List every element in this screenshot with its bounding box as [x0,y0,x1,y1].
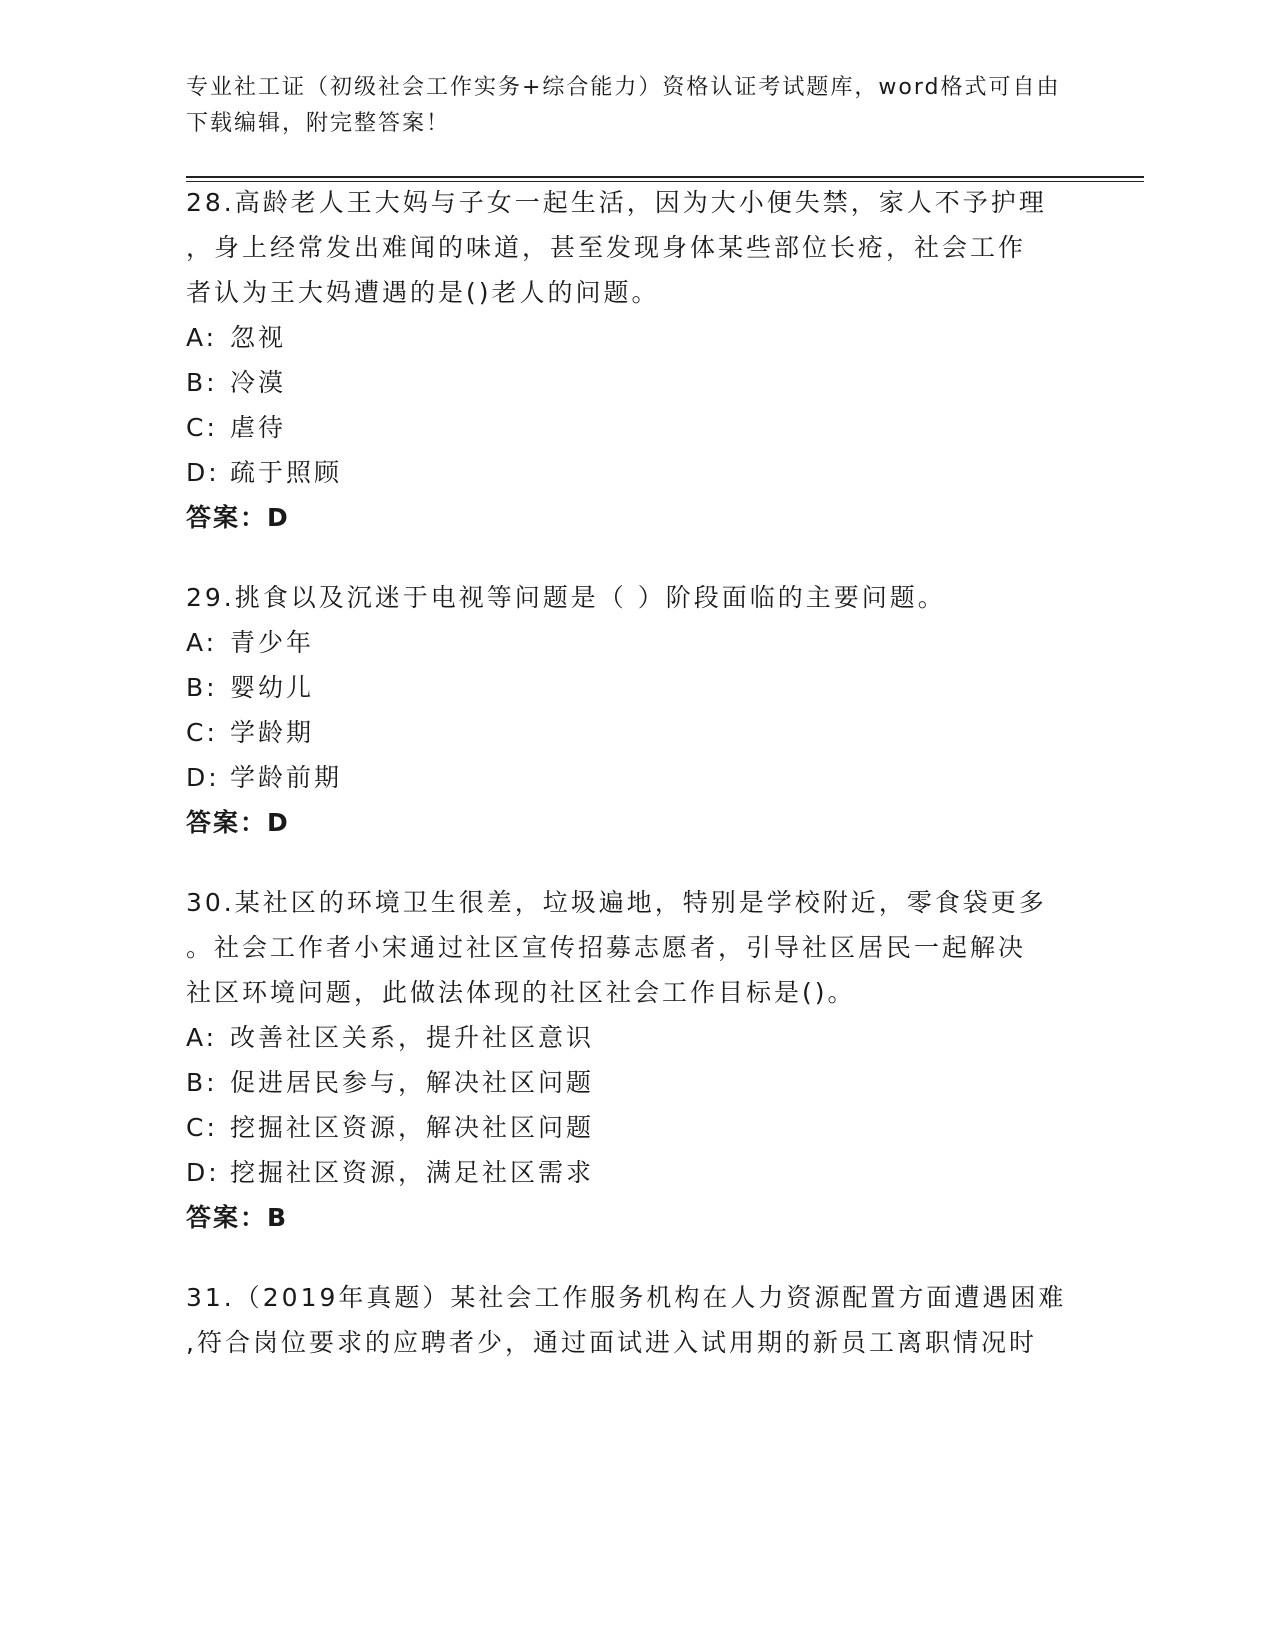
option-text: 疏于照顾 [230,458,343,487]
answer-label: 答案：D [186,503,290,532]
header-divider-thick [186,176,1144,178]
question-stem-line: 29.挑食以及沉迷于电视等问题是（ ）阶段面临的主要问题。 [186,583,946,612]
answer-label: 答案：B [186,1203,289,1232]
question-stem-line: 31.（2019年真题）某社会工作服务机构在人力资源配置方面遭遇困难 [186,1283,1067,1312]
option-letter: B: [186,1068,218,1097]
option-letter: C: [186,718,218,747]
option-a [186,1015,1086,1060]
option-c [186,405,1086,450]
option-c [186,710,1086,755]
header-line-2: 下载编辑，附完整答案！ [186,111,451,136]
option-text: 促进居民参与，解决社区问题 [230,1068,595,1097]
question-stem-line: 社区环境问题，此做法体现的社区社会工作目标是()。 [186,978,856,1007]
option-letter: B: [186,368,218,397]
option-text: 冷漠 [230,368,287,397]
option-d [186,1150,1086,1195]
question-stem-line: 28.高龄老人王大妈与子女一起生活，因为大小便失禁，家人不予护理 [186,188,1047,217]
option-a [186,620,1086,665]
question-30 [186,880,1086,1240]
option-text: 忽视 [230,323,287,352]
option-letter: C: [186,1113,218,1142]
option-b [186,360,1086,405]
option-text: 改善社区关系，提升社区意识 [230,1023,595,1052]
option-text: 青少年 [230,628,315,657]
option-letter: A: [186,1023,218,1052]
question-stem-line: 30.某社区的环境卫生很差，垃圾遍地，特别是学校附近，零食袋更多 [186,888,1047,917]
option-c [186,1105,1086,1150]
option-text: 学龄期 [230,718,315,747]
option-letter: D: [186,763,220,792]
option-a [186,315,1086,360]
question-28 [186,180,1086,540]
option-letter: B: [186,673,218,702]
option-text: 学龄前期 [230,763,343,792]
option-b [186,1060,1086,1105]
question-31 [186,1275,1086,1365]
question-stem-line: 者认为王大妈遭遇的是()老人的问题。 [186,278,660,307]
question-29 [186,575,1086,845]
option-letter: C: [186,413,218,442]
question-stem-line: ,符合岗位要求的应聘者少，通过面试进入试用期的新员工离职情况时 [186,1328,1037,1357]
answer-label: 答案：D [186,808,290,837]
option-text: 挖掘社区资源，满足社区需求 [230,1158,595,1187]
option-text: 虐待 [230,413,287,442]
option-letter: D: [186,1158,220,1187]
option-letter: D: [186,458,220,487]
document-header [186,70,1086,142]
option-letter: A: [186,628,218,657]
option-d [186,450,1086,495]
question-stem-line: ，身上经常发出难闻的味道，甚至发现身体某些部位长疮，社会工作 [186,233,1027,262]
option-b [186,665,1086,710]
option-text: 挖掘社区资源，解决社区问题 [230,1113,595,1142]
option-d [186,755,1086,800]
header-line-1: 专业社工证（初级社会工作实务+综合能力）资格认证考试题库，word格式可自由 [186,75,1061,100]
option-letter: A: [186,323,218,352]
question-stem-line: 。社会工作者小宋通过社区宣传招募志愿者，引导社区居民一起解决 [186,933,1027,962]
option-text: 婴幼儿 [230,673,315,702]
